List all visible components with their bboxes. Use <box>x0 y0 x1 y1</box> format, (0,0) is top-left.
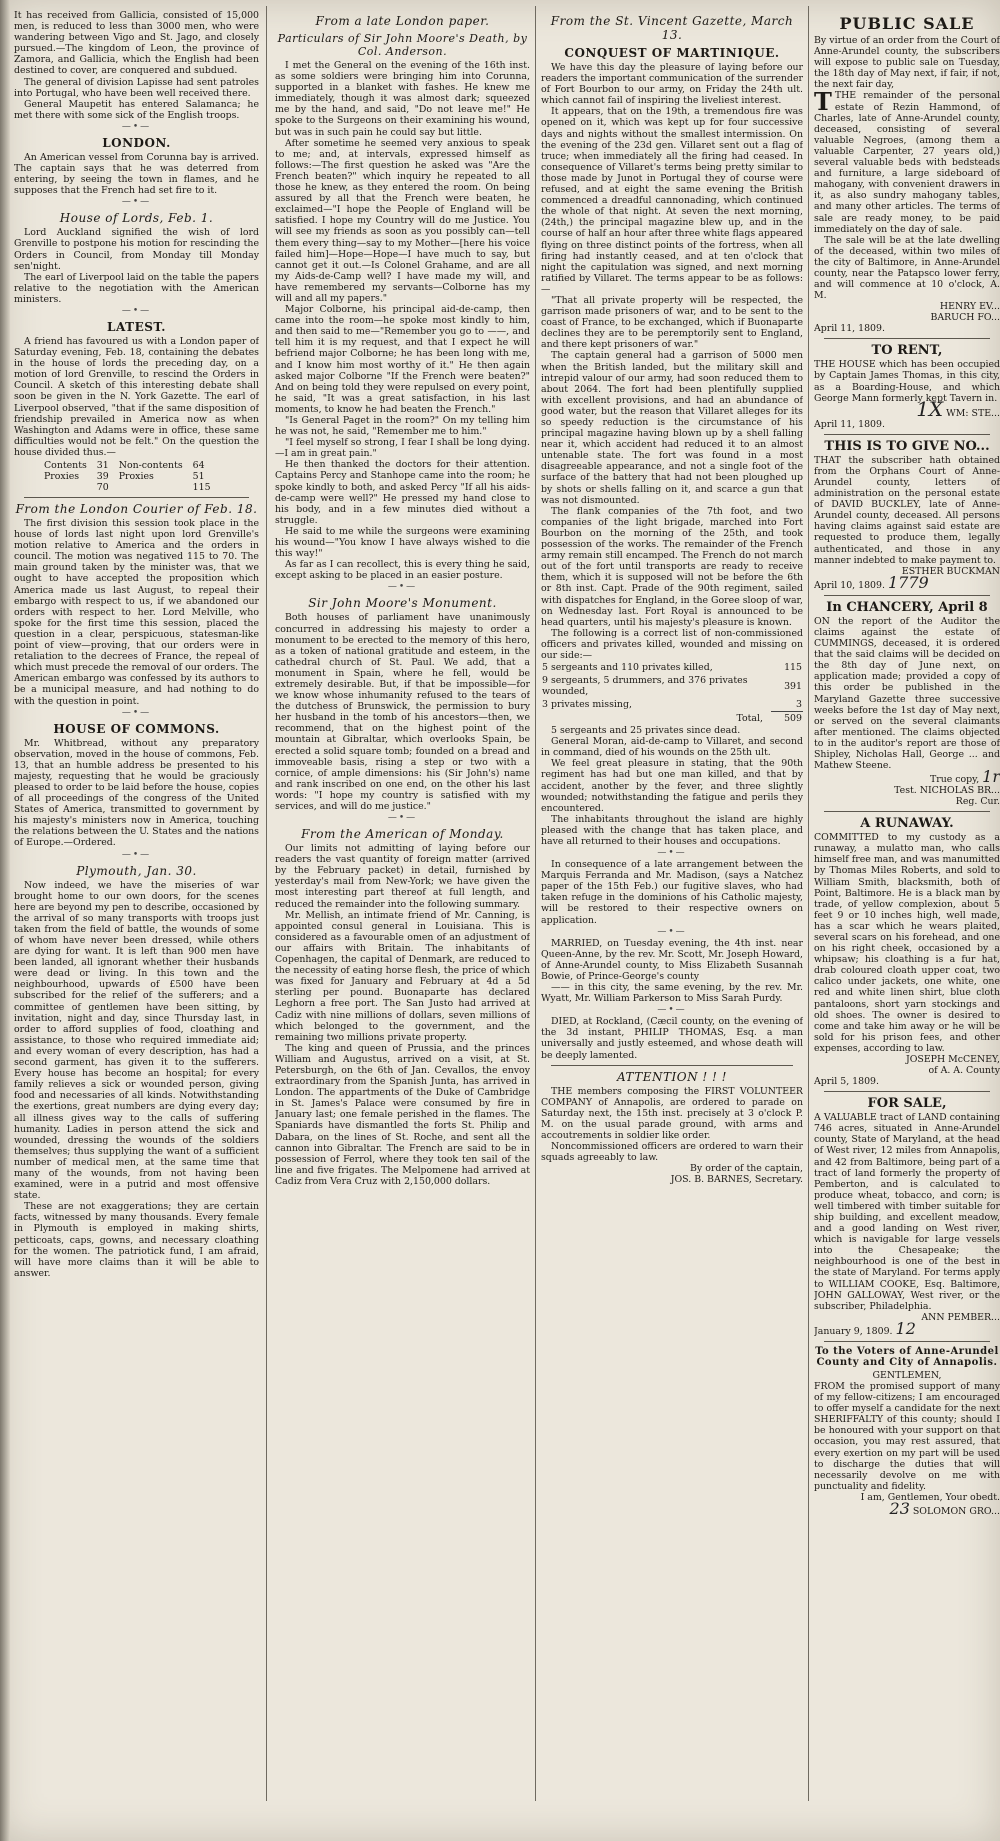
casualty-count: 509 <box>771 712 803 726</box>
ad-salutation: GENTLEMEN, <box>872 1369 942 1381</box>
ad-date <box>814 1318 1000 1338</box>
article-paragraph: The inhabitants throughout the island are highly pleased with the change that has taken place, and have all returned to their houses and occupations. <box>541 813 803 847</box>
ad-signature: of A. A. County <box>928 1065 1000 1077</box>
article-paragraph: General Moran, aid-de-camp to Villaret, and second in command, died of his wounds on the 25th ult. <box>541 736 803 759</box>
article-paragraph: The general of division Lapisse had sent patroles into Portugal, who have been well received there. <box>14 76 259 99</box>
article-paragraph: The earl of Liverpool laid on the table the papers relative to the negotiation with the American ministers. <box>14 271 259 305</box>
casualty-count: 3 <box>796 699 802 711</box>
column-4-advertisements <box>814 10 1000 1517</box>
ornament-divider: —•— <box>387 813 418 824</box>
vote-row <box>44 471 221 482</box>
section-heading: House of Lords, Feb. 1. <box>59 211 214 226</box>
ad-paragraph: A VALUABLE tract of LAND containing 746 acres, situated in Anne-Arundel county, State of Maryland, at the head of West river, 12 miles from Annapolis, and 42 from Baltimore, being part of a tract of land formerly the property of Pemberton, and is calculated to produce wheat, tobacco, and corn; is well timbered with timber suitable for ship building, and excellent meadow, and a good landing on West river, which is navigable for large vessels into the Chesapeake; the neighbourhood is one of the best in the state of Maryland. For terms apply to WILLIAM COOKE, Esq. Baltimore, JOHN GALLOWAY, West river, or the subscriber, Philadelphia. <box>814 1112 1000 1312</box>
ad-date-text: January 9, 1809. <box>814 1325 893 1337</box>
handwritten-mark: 1X <box>916 396 944 421</box>
article-paragraph: As far as I can recollect, this is every thing he said, except asking to be placed in an easier posture. <box>275 559 530 582</box>
ad-paragraph: THE HOUSE which has been occupied by Captain James Thomas, in this city, as a Boarding-House, and which George Mann formerly kept Tavern in. <box>814 359 1000 404</box>
ad-signature-text: SOLOMON GRO... <box>912 1505 1000 1517</box>
ad-signature-text: WM: STE... <box>946 407 1000 419</box>
article-paragraph: A friend has favoured us with a London paper of Saturday evening, Feb. 18, containing the debates in the house of lords the preceding day, on a motion of lord Grenville, to rescind the Orders in Council. A sketch of this interesting debate shall soon be given in the N. York Gazette. The earl of Liverpool observed, "that if the same disposition of friendship prevailed in America now as when Washington and Adams were in office, these same difficulties would not be felt." On the question the house divided thus.— <box>14 335 259 458</box>
ornament-divider: —•— <box>657 1005 687 1016</box>
ad-heading: FOR SALE, <box>867 1096 947 1112</box>
death-notice: DIED, at Rockland, (Cæcil county, on the evening of the 3d instant, PHILIP THOMAS, Esq. a man universally and justly esteemed, and whose death will be deeply lamented. <box>541 1016 803 1061</box>
article-paragraph: "I feel myself so strong, I fear I shall be long dying.—I am in great pain." <box>275 437 530 460</box>
ornament-divider: —•— <box>657 848 687 859</box>
vote-cell <box>119 482 193 493</box>
ad-paragraph: COMMITTED to my custody as a runaway, a mulatto man, who calls himself free man, and was manumitted by Thomas Miles Roberts, and sold to William Smith, blacksmith, both of Point, Baltimore. He is a black man by trade, of yellow complexion, about 5 feet 9 or 10 inches high, well made, has a scar which he wears plaited, several scars on his forehead, and one on his right cheek, occasioned by a whipsaw; his cloathing is a fur hat, drab coloured cloath upper coat, two calico under jackets, one white, one red and white linen shirt, blue cloth pantaloons, short yarn stockings and old shoes. The owner is desired to come and take him away or he will be sold for his prison fees, and other expenses, according to law. <box>814 832 1000 1054</box>
article-title: CONQUEST OF MARTINIQUE. <box>564 46 780 60</box>
ad-heading: THIS IS TO GIVE NO... <box>824 438 990 454</box>
vote-cell: 70 <box>96 482 109 493</box>
article-title: Particulars of Sir John Moore's Death, by Col. Anderson. <box>277 32 528 58</box>
handwritten-mark: 1779 <box>887 572 929 592</box>
article-paragraph: 5 sergeants and 25 privates since dead. <box>551 725 741 737</box>
marriage-notice: —— in this city, the same evening, by the rev. Mr. Wyatt, Mr. William Parkerson to Miss Sarah Purdy. <box>541 982 803 1005</box>
casualty-row <box>541 698 803 712</box>
section-heading: LONDON. <box>102 135 171 150</box>
ad-signature: ANN PEMBER... <box>921 1311 1000 1323</box>
notice-paragraph: THE members composing the FIRST VOLUNTEER COMPANY of Annapolis, are ordered to parade on Saturday next, the 15th inst. precisely at 3 o'clock P. M. on the usual parade ground, with arms and accoutrements in soldier like order. <box>541 1085 803 1141</box>
article-paragraph: After sometime he seemed very anxious to speak to me; and, at intervals, expressed himself as follows:—The first question he asked was "Are the French beaten?" which inquiry he repeated to all those he knew, as they entered the room. On being assured by all that the French were beaten, he exclaimed—"I hope the People of England will be satisfied. I hope my Country will do me Justice. You will see my friends as soon as you possibly can—tell them every thing—say to my Mother—[here his voice failed him]—Hope—Hope—I have much to say, but cannot get it out.—Is Colonel Grahame, and are all my Aids-de-Camp well? I have made my will, and have remembered my servants—Colborne has my will and all my papers." <box>275 137 530 304</box>
vote-cell <box>44 482 97 493</box>
ad-date: April 5, 1809. <box>814 1076 879 1088</box>
article-paragraph: Mr. Mellish, an intimate friend of Mr. Canning, is appointed consul general in Louisiana. This is considered as a favourable omen of an adjustment of our affairs with Britain. The inhabitants of Copenhagen, the capital of Denmark, are reduced to the necessity of eating horse flesh, the price of which was fixed for January and February at 4d a 5d sterling per pound. Buonaparte has declared Leghorn a free port. The San Justo had arrived at Cadiz with nine millions of dollars, seven millions of which belonged to the government, and the remaining two millions private property. <box>275 909 530 1043</box>
ad-signature: Test. NICHOLAS BR... <box>894 785 1000 797</box>
ad-signature: BARUCH FO... <box>930 312 1000 324</box>
ornament-divider: —•— <box>121 849 152 860</box>
ad-signature <box>814 767 1000 787</box>
article-paragraph: He said to me while the surgeons were examining his wound—"You know I have always wished to die this way!" <box>275 525 530 560</box>
article-paragraph: He then thanked the doctors for their attention. Captains Percy and Stanhope came into the room; he spoke kindly to both, and asked Percy "If all his aids-de-camp were well?" He pressed my hand close to his body, and in a few minutes died without a struggle. <box>275 459 530 526</box>
ornament-divider: —•— <box>121 197 152 208</box>
article-paragraph: The first division this session took place in the house of lords last night upon lord Grenville's motion relative to America and the orders in council. The motion was negatived 115 to 70. The main ground taken by the minister was, that we ought to have accepted the proposition which America made us last August, to repeal their embargo with respect to us, if we abandoned our orders with respect to her. Lord Melville, who spoke for the first time this session, placed the question in a clear, perspicuous, statesman-like point of view—proving, that our orders were in retaliation to the decrees of France, the repeal of which must precede the removal of our orders. The American embargo was confessed by its authors to be a municipal measure, and had nothing to do with the question in point. <box>14 518 259 707</box>
ad-date-text: April 10, 1809. <box>814 579 885 591</box>
divider <box>824 338 990 339</box>
ornament-divider: —•— <box>121 707 152 718</box>
vote-cell: 31 <box>96 460 109 471</box>
vote-cell: 51 <box>192 471 205 482</box>
ornament-divider: —•— <box>657 926 687 937</box>
article-paragraph: "Is General Paget in the room?" On my telling him he was not, he said, "Remember me to him." <box>275 415 530 438</box>
vote-row <box>44 460 221 471</box>
article-paragraph: An American vessel from Corunna bay is arrived. The captain says that he was deterred from entering, by seeing the town in flames, and he supposes that the French had set fire to it. <box>14 151 259 197</box>
section-heading: From the St. Vincent Gazette, March 13. <box>550 14 794 42</box>
ad-paragraph <box>814 87 1000 235</box>
casualty-row <box>541 674 803 698</box>
article-paragraph: General Maupetit has entered Salamanca; he met there with some sick of the English troops. <box>14 98 259 121</box>
article-paragraph: Both houses of parliament have unanimously concurred in addressing his majesty to order a monument to be erected to the memory of this hero, as a token of national gratitude and esteem, in the cathedral church of St. Paul. We add, that a monument in Spain, where he fell, would be extremely desirable. But, if that be impossible—for we know whose inhumanity refused to the tears of the dutchess of Brunswick, the permission to bury her husband in the tomb of his ancestors—then, we recommend, that on the highest point of the mountain at Gibraltar, which overlooks Spain, be erected a solid square tomb; founded on a bread and immoveable basis, rising a step or two with a cornice, of ample dimensions: his (Sir John's) name and rank inscribed on one end, on the other his last words: "I hope my country is satisfied with my services, and will do me justice." <box>275 612 530 812</box>
column-1 <box>14 10 259 1279</box>
vote-cell: Non-contents <box>118 460 183 471</box>
ad-signature <box>814 1498 1000 1517</box>
notice-signature: By order of the captain, <box>690 1163 803 1175</box>
article-paragraph: The captain general had a garrison of 5000 men when the British landed, but the military skill and intrepid valour of our army, had soon reduced them to about 2064. The fort had been plentifully supplied with excellent provisions, and had an abundance of good water, but the reason that Villaret alleges for its so speedy reduction is the circumstance of his principal magazine having blown up by a shell falling near it, which accident had reduced it to an almost untenable state. The fort was found in a most disagreeable appearance, and not a single foot of the surface of the battery that had not been ploughed up by shots or shells falling on it, and scarce a gun that was not dismounted. <box>541 350 803 506</box>
section-heading: From the American of Monday. <box>301 827 504 842</box>
article-paragraph: Major Colborne, his principal aid-de-camp, then came into the room—he spoke most kindly to him, and then said to me—"Remember you go to ——, and tell him it is my request, and that I expect he will befriend major Colborne; he has been long with me, and I know him most worthy of it." He then again asked major Colborne "If the French were beaten?" And on being told they were repulsed on every point, he said, "It was a great satisfaction, in his last moments, to know he had beaten the French." <box>275 304 530 415</box>
section-heading: From a late London paper. <box>315 14 490 28</box>
marriage-notice: MARRIED, on Tuesday evening, the 4th inst. near Queen-Anne, by the rev. Mr. Scott, Mr. Joseph Howard, of Anne-Arundel county, to Miss Elizabeth Susannah Bowie, of Prince-George's county <box>541 937 803 982</box>
column-rule <box>266 6 267 1801</box>
vote-cell: 39 <box>96 471 109 482</box>
ad-heading: TO RENT, <box>871 343 943 359</box>
ad-paragraph: ON the report of the Auditor the claims against the estate of CUMMINGS, deceased, it is ordered that the said claims will be decided on the 8th day of June next, on application made; provided a copy of this order be published in the Maryland Gazette three successive weeks before the 1st day of May next, or served on the several claimants after mentioned. The claims objected to in the auditor's report are those of Shipley, Nicholas Hall, George ... and Mathew Steene. <box>814 615 1000 772</box>
column-2 <box>275 10 530 1187</box>
section-heading: LATEST. <box>107 319 166 334</box>
section-heading: From the London Courier of Feb. 18. <box>15 502 258 516</box>
article-paragraph: Mr. Whitbread, without any preparatory observation, moved in the house of commons, Feb. 13, that an humble address be presented to his majesty, requesting that he would be graciously pleased to order to be laid before the house, copies of all proceedings of the congress of the United States of America, transmitted to government by his majesty's ministers now in America, touching the relations between the U. States and the nations of Europe.—Ordered. <box>14 737 259 849</box>
section-heading: HOUSE OF COMMONS. <box>53 721 220 736</box>
handwritten-mark: 23 <box>889 1498 910 1517</box>
divider <box>551 1065 793 1066</box>
column-rule <box>808 6 809 1801</box>
handwritten-mark: 1r <box>982 767 1000 787</box>
ad-signature: I am, Gentlemen, Your obedt. <box>860 1491 1000 1503</box>
vote-cell: Contents <box>44 460 87 471</box>
divider <box>824 1091 990 1092</box>
article-paragraph: The flank companies of the 7th foot, and two companies of the light brigade, marched into Fort Bourbon on the morning of the 25th, and took possession of the works. The remainder of the French army remain still encamped. The French do not march out of the fort until transports are ready to receive them, which it is supposed will not be before the 6th or 8th inst. Capt. Prade of the 90th regiment, sailed with dispatches for England, in the Goree sloop of war, on Wednesday last. Fort Royal is announced to be head quarters, until his majesty's pleasure is known. <box>541 505 803 628</box>
vote-total-row <box>44 482 221 493</box>
vote-table <box>44 460 221 493</box>
article-paragraph: We feel great pleasure in stating, that the 90th regiment has had but one man killed, and that by accident, another by the fever, and three slightly wounded; notwithstanding the fatigue and perils they encountered. <box>541 758 803 814</box>
divider <box>824 811 990 812</box>
article-paragraph: Our limits not admitting of laying before our readers the vast quantity of foreign matter (arrived by the February packet) in detail, furnished by yesterday's mail from New-York; we have given the most interesting part thereof at full length, and reduced the remainder into the following summary. <box>275 843 530 910</box>
article-paragraph: We have this day the pleasure of laying before our readers the important communication of the surrender of Fort Bourbon to our army, on Friday the 24th ult. which cannot fail of inspiring the liveliest interest. <box>541 62 803 107</box>
divider <box>824 1341 990 1342</box>
casualty-label: 5 sergeants and 110 privates killed, <box>542 662 713 674</box>
ad-signature: JOSEPH McCENEY, <box>905 1054 1000 1066</box>
casualty-label: 3 privates missing, <box>542 699 632 711</box>
casualty-total-row <box>541 712 803 726</box>
divider <box>824 595 990 596</box>
ad-date: April 11, 1809. <box>814 323 885 335</box>
ornament-divider: —•— <box>121 121 152 132</box>
divider <box>24 497 249 498</box>
ad-paragraph: The sale will be at the late dwelling of the deceased, within two miles of the city of Baltimore, in Anne-Arundel county, near the Patapsco lower ferry, and will commence at 10 o'clock, A. M. <box>814 234 1000 302</box>
article-paragraph: It appears, that on the 19th, a tremendous fire was opened on it, which was kept up for four successive days and nights without the smallest intermission. On the evening of the 23d gen. Villaret sent out a flag of truce; when immediately all the firing had ceased. In consequence of Villaret's terms being pretty similar to those made by Junot in Portugal they of course were refused, and at eight the same evening the British commenced a dreadful cannonading, which continued the whole of that night. At seven the next morning, (24th,) the principal magazine blew up, and in the course of half an hour after three white flags appeared flying on three distinct points of the fortress, when all firing had instantly ceased, and at ten o'clock that night the capitulation was signed, and next morning ratified by Villaret. The terms appear to be as follows:— <box>541 106 803 295</box>
ad-date <box>814 572 1000 592</box>
divider <box>824 434 990 435</box>
ad-text: THE remainder of the personal estate of Rezin Hammond, of Charles, late of Anne-Arundel county, deceased, consisting of several valuable Negroes, (among them a valuable Carpenter, 27 years old,) several valuable beds with bedsteads and furniture, a large sideboard of mahogany, with convenient drawers in it, as also sundry mahogany tables, and many other articles. The terms of sale are ready money, to be paid immediately on the day of sale. <box>814 90 1000 235</box>
section-heading: Sir John Moore's Monument. <box>308 596 497 611</box>
ad-signature <box>814 396 1000 421</box>
article-paragraph: In consequence of a late arrangement between the Marquis Ferranda and Mr. Madison, (says a Natchez paper of the 15th Feb.) our fugitive slaves, who had taken refuge in the dominions of his Catholic majesty, will be restored to their respective owners on application. <box>541 859 803 926</box>
ornament-divider: —•— <box>387 582 418 593</box>
vote-cell: Proxies <box>118 471 154 482</box>
casualty-count: 115 <box>784 662 802 674</box>
article-paragraph: I met the General on the evening of the 16th inst. as some soldiers were bringing him into Corunna, supported in a blanket with fashes. He knew me immediately, though it was almost dark; squeezed me by the hand, and said, "Do not leave me!" He spoke to the Surgeons on their examining his wound, but was in such pain he could say but little. <box>275 60 530 138</box>
handwritten-mark: 12 <box>895 1318 916 1338</box>
notice-signature: JOS. B. BARNES, Secretary. <box>670 1174 803 1186</box>
drop-cap: T <box>814 87 832 117</box>
ad-heading: To the Voters of Anne-Arundel County and City of Annapolis. <box>815 1345 999 1368</box>
ad-heading: PUBLIC SALE <box>839 14 975 33</box>
ad-signature: ESTHER BUCKMAN <box>901 565 1000 577</box>
article-paragraph: The following is a correct list of non-commissioned officers and privates killed, wounded and missing on our side:— <box>541 627 803 661</box>
ad-heading: In CHANCERY, April 8 <box>826 599 988 615</box>
ad-signature: HENRY EV... <box>939 301 1000 313</box>
ad-heading: A RUNAWAY. <box>860 816 954 832</box>
column-3 <box>541 10 803 1185</box>
article-paragraph: Lord Auckland signified the wish of lord Grenville to postpone his motion for rescinding the Orders in Council, from Monday till Monday sen'night. <box>14 227 259 272</box>
ad-paragraph: By virtue of an order from the Court of Anne-Arundel county, the subscribers will expose to public sale on Tuesday, the 18th day of May next, if fair, if not, the next fair day, <box>814 35 1000 91</box>
casualty-label: 9 sergeants, 5 drummers, and 376 privates wounded, <box>542 675 748 698</box>
notice-paragraph: Noncommissioned officers are ordered to warn their squads agreeably to law. <box>541 1141 803 1164</box>
vote-cell: Proxies <box>44 471 80 482</box>
notice-heading: ATTENTION ! ! ! <box>617 1069 727 1084</box>
page-fold-shadow <box>0 0 10 1841</box>
ad-signature: Reg. Cur. <box>955 796 1000 808</box>
ad-date: April 11, 1809. <box>814 418 885 430</box>
ad-signature-text: True copy, <box>929 774 980 786</box>
casualty-row <box>541 661 803 674</box>
casualty-count: 391 <box>784 680 802 692</box>
article-paragraph: "That all private property will be respected, the garrison made prisoners of war, and to be sent to the coast of France, to be exchanged, which if Buonaparte declines they are to be peremptorily sent to England, and there kept prisoners of war." <box>541 294 803 351</box>
section-heading: Plymouth, Jan. 30. <box>76 863 197 878</box>
vote-cell: 64 <box>192 460 205 471</box>
ad-paragraph: FROM the promised support of many of my fellow-citizens; I am encouraged to offer myself a candidate for the next SHERIFFALTY of this county; should I be honoured with your support on that occasion, you may rest assured, that every exertion on my part will be used to discharge the duties that will necessarily devolve on me with punctuality and fidelity. <box>814 1381 1000 1492</box>
article-paragraph: The king and queen of Prussia, and the princes William and Augustus, arrived on a visit, at St. Petersburgh, on the 6th of Jan. Cevallos, the envoy extraordinary from the Spanish Junta, has arrived in London. The appartments of the Duke of Cambridge in St. James's Palace were consumed by fire in January last; one female perished in the flames. The Spaniards have dismantled the forts St. Philip and Dabara, on the lines of St. Roche, and sent all the cannon into Gibraltar. The French are said to be in possession of Ferrol, where they took ten sail of the line and five frigates. The Melpomene had arrived at Cadiz from Vera Cruz with 2,150,000 dollars. <box>275 1042 530 1187</box>
casualty-table <box>541 661 803 725</box>
casualty-label: Total, <box>736 712 763 724</box>
article-paragraph: These are not exaggerations; they are certain facts, witnessed by many thousands. Every female in Plymouth is employed in making shirts, petticoats, caps, gowns, and necessary cloathing for the women. The patriotick fund, I am afraid, will have more claims than it will be able to answer. <box>14 1201 259 1279</box>
article-paragraph: Now indeed, we have the miseries of war brought home to our own doors, for the scenes here are beyond my pen to describe, occasioned by the arrival of so many transports with troops just taken from the field of battle, the wounds of some of whom have never been dressed, while others are dying for want. It is left than 900 men have been landed, all ignorant whether their husbands were dead or living. In this town and the neighbourhood, upwards of £500 have been subscribed for the relief of the sufferers; and a committee of gentlemen have been sitting, by invitation, night and day, since Thursday last, in order to afford supplies of food, cloathing and assistance, to those who required immediate aid; and every woman of every description, has had a second garment, has given it to the sufferers. Every house has become an hospital; for every family relieves a sick or wounded person, giving food and necessaries of all kinds. Notwithstanding the exertions, great numbers are dying every day; all illness gives way to the calls of suffering humanity. Ladies in person attend the sick and wounded, dressing the wounds of the soldiers themselves; thus supplying the want of a sufficient number of medical men, at the same time that many of the wounds, from not having been examined, were in a putrid and most offensive state. <box>14 879 259 1202</box>
vote-cell: 115 <box>192 482 211 493</box>
ornament-divider: —•— <box>121 305 152 316</box>
ad-paragraph: THAT the subscriber hath obtained from the Orphans Court of Anne-Arundel county, letters of administration on the personal estate of DAVID BUCKLEY, late of Anne-Arundel county, deceased. All persons having claims against said estate are requested to produce them, legally authenticated, and those in any manner indebted to make payment to. <box>814 454 1000 566</box>
article-paragraph: It has received from Gallicia, consisted of 15,000 men, is reduced to less than 3000 men, who were wandering between Vigo and St. Jago, and closely pursued.—The kingdom of Leon, the province of Zamora, and Gallicia, which the English had been destined to cover, are conquered and subdued. <box>14 10 259 77</box>
column-rule <box>535 6 536 1801</box>
